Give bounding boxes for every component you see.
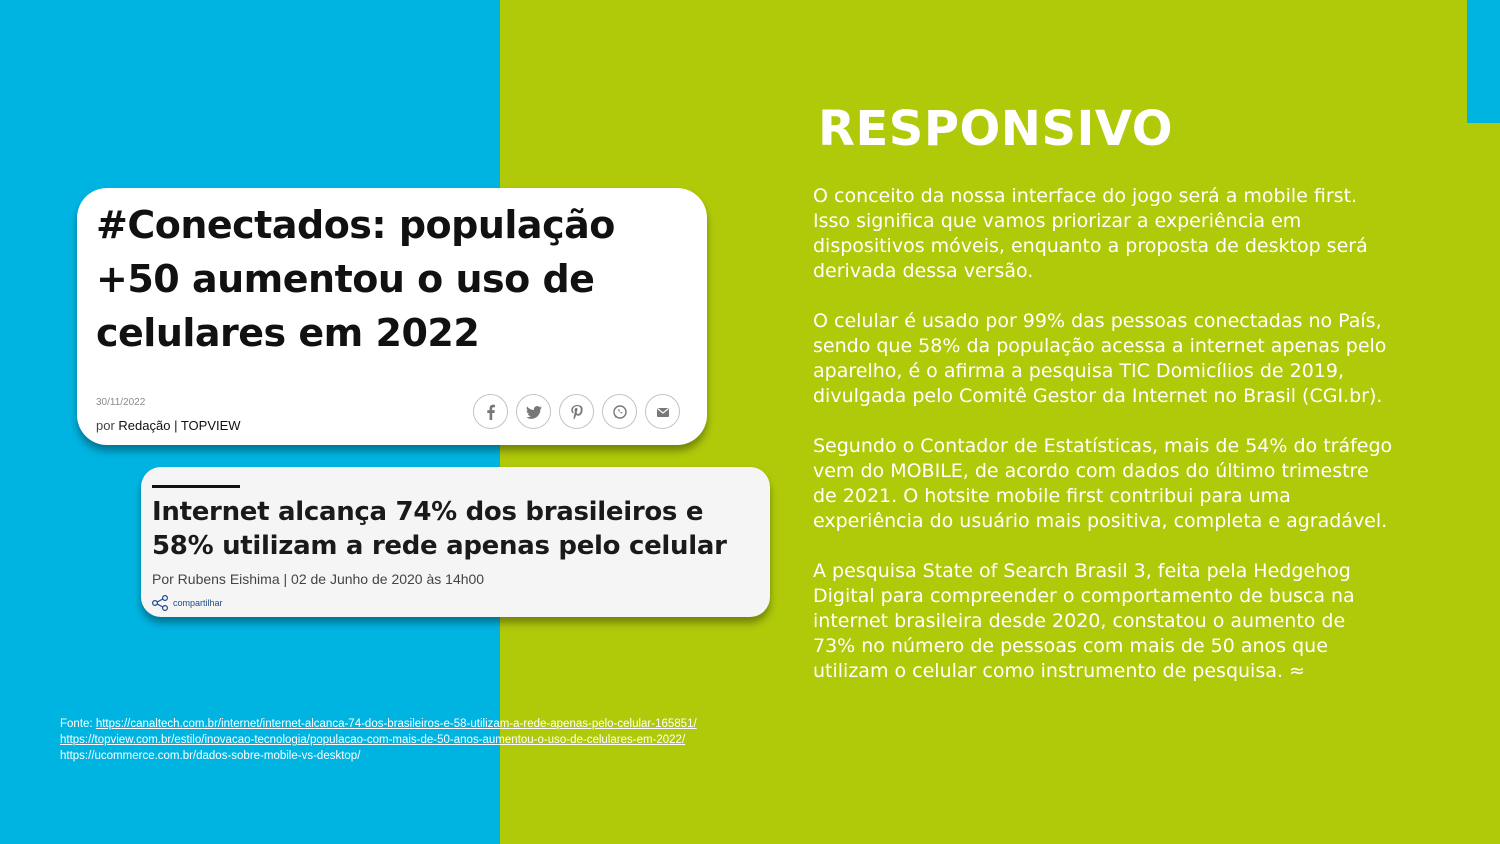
body-paragraph-3: Segundo o Contador de Estatísticas, mais de 54% do tráfego vem do MOBILE, de acordo com dados do último trimestre de 2021. O hotsite mobile first contribui para uma experiência do usuário mais positiva, completa e agradável. [813, 435, 1393, 532]
body-paragraph-4: A pesquisa State of Search Brasil 3, feita pela Hedgehog Digital para compreender o comportamento de busca na internet brasileira desde 2020, constatou o aumento de 73% no número de pessoas com mais de 50 anos que utilizam o celular como instrumento de pesquisa. ≈ [813, 560, 1355, 682]
source-line-3: https://ucommerce.com.br/dados-sobre-mobile-vs-desktop/ [60, 750, 361, 762]
whatsapp-icon [612, 404, 628, 420]
corner-accent-bar [1467, 0, 1500, 123]
article-date: 30/11/2022 [96, 397, 146, 408]
article-byline: Por Rubens Eishima | 02 de Junho de 2020 às 14h00 [152, 571, 485, 587]
twitter-share-button[interactable] [516, 394, 551, 429]
body-text [813, 184, 1393, 709]
pinterest-icon [569, 404, 585, 420]
source-line-2 [60, 732, 697, 748]
body-paragraph-1: O conceito da nossa interface do jogo será a mobile first. Isso significa que vamos priorizar a experiência em dispositivos móveis, enquanto a proposta de desktop será derivada dessa versão. [813, 185, 1368, 282]
article-headline: Internet alcança 74% dos brasileiros e 58% utilizam a rede apenas pelo celular [152, 497, 727, 561]
share-label: compartilhar [173, 598, 223, 608]
email-icon [655, 404, 671, 420]
article-headline: #Conectados: população +50 aumentou o uso de celulares em 2022 [96, 203, 615, 355]
source-link-canaltech[interactable]: https://canaltech.com.br/internet/internet-alcanca-74-dos-brasileiros-e-58-utilizam-a-rede-apenas-pelo-celular-165851/ [95, 718, 697, 730]
share-icon [151, 595, 169, 611]
facebook-icon [483, 404, 499, 420]
email-share-button[interactable] [645, 394, 680, 429]
byline-author: Redação | TOPVIEW [118, 418, 241, 433]
share-link[interactable] [151, 595, 223, 611]
share-buttons [473, 394, 680, 429]
sources [60, 716, 697, 764]
article-card-canaltech [141, 467, 770, 617]
pinterest-share-button[interactable] [559, 394, 594, 429]
source-line-1 [60, 716, 697, 732]
slide-title: RESPONSIVO [818, 101, 1174, 157]
twitter-icon [526, 404, 542, 420]
headline-rule [152, 485, 240, 488]
article-byline [96, 418, 241, 433]
byline-prefix: por [96, 418, 115, 433]
article-card-topview [77, 188, 707, 445]
facebook-share-button[interactable] [473, 394, 508, 429]
body-paragraph-2: O celular é usado por 99% das pessoas conectadas no País, sendo que 58% da população acessa a internet apenas pelo aparelho, é o afirma a pesquisa TIC Domicílios de 2019, divulgada pelo Comitê Gestor da Internet no Brasil (CGI.br). [813, 310, 1387, 407]
source-prefix: Fonte: [60, 718, 96, 730]
source-link-topview[interactable]: https://topview.com.br/estilo/inovacao-tecnologia/populacao-com-mais-de-50-anos-aumentou-o-uso-de-celulares-em-2022/ [60, 734, 686, 746]
whatsapp-share-button[interactable] [602, 394, 637, 429]
